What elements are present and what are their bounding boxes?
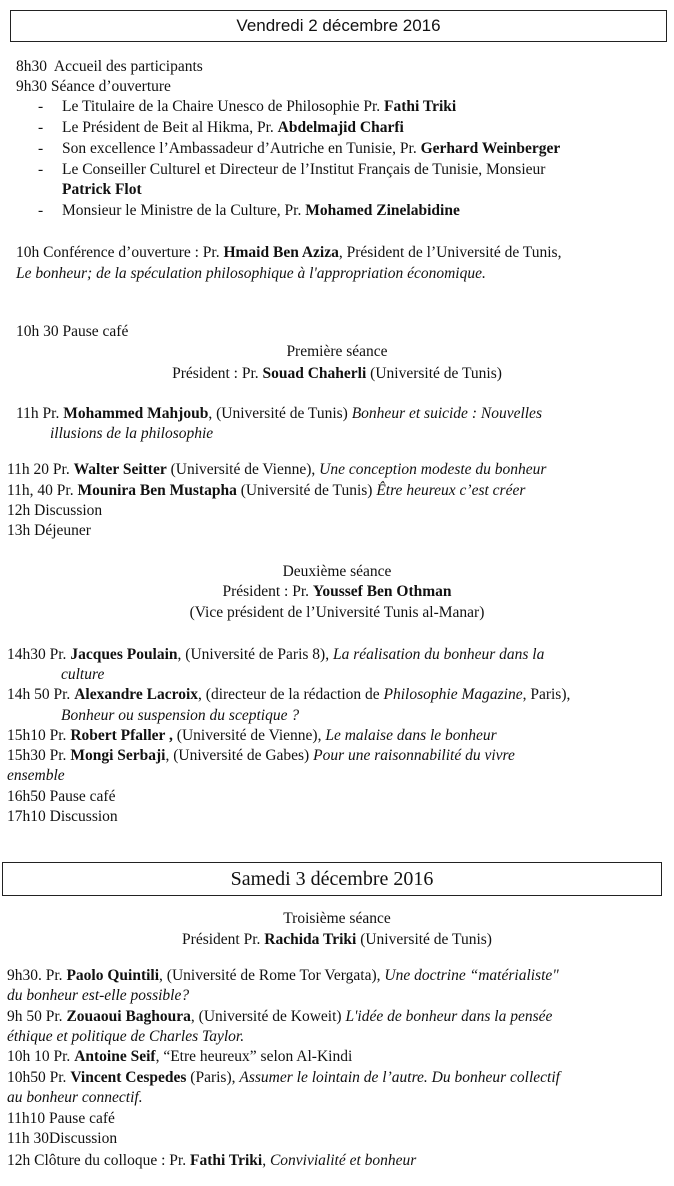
agenda-line-opening: 9h30 Séance d’ouverture [16,78,171,95]
day2-title: Samedi 3 décembre 2016 [230,867,434,890]
session-2-title: Deuxième séance [282,563,392,580]
talk-cespedes: 10h50 Pr. Vincent Cespedes (Paris), Assumer le lointain de l’autre. Du bonheur collectif [7,1069,560,1086]
session-1-title: Première séance [286,343,388,360]
talk-seif: 10h 10 Pr. Antoine Seif, “Etre heureux” selon Al-Kindi [7,1048,353,1065]
talk-pfaller: 15h10 Pr. Robert Pfaller , (Université de Vienne), Le malaise dans le bonheur [7,727,497,744]
agenda-line-pause-2: 16h50 Pause café [7,788,116,805]
agenda-line-pause-1: 10h 30 Pause café [16,323,129,340]
agenda-line-lunch: 13h Déjeuner [7,522,91,539]
talk-mahjoub: 11h Pr. Mohammed Mahjoub, (Université de Tunis) Bonheur et suicide : Nouvelles [16,405,542,422]
opening-conference-title: Le bonheur; de la spéculation philosophique à l'appropriation économique. [16,265,486,282]
talk-quintili-title-cont: du bonheur est-elle possible? [7,987,190,1004]
agenda-line-welcome: 8h30 Accueil des participants [16,58,203,75]
session-3-president: Président Pr. Rachida Triki (Université de Tunis) [182,931,492,948]
talk-serbaji-title-cont: ensemble [7,767,65,784]
talk-ben-mustapha: 11h, 40 Pr. Mounira Ben Mustapha (Université de Tunis) Être heureux c’est créer [7,482,526,499]
closing-talk: 12h Clôture du colloque : Pr. Fathi Triki, Convivialité et bonheur [7,1152,417,1169]
agenda-line-pause-3: 11h10 Pause café [7,1110,115,1127]
agenda-line-discussion-3: 11h 30Discussion [7,1130,118,1147]
talk-quintili: 9h30. Pr. Paolo Quintili, (Université de Rome Tor Vergata), Une doctrine “matérialiste" [7,967,559,984]
day1-heading-box [10,10,667,42]
talk-poulain-title-cont: culture [61,666,105,683]
day1-title: Vendredi 2 décembre 2016 [236,16,441,35]
day2-heading-box [2,862,662,896]
talk-poulain: 14h30 Pr. Jacques Poulain, (Université de Paris 8), La réalisation du bonheur dans la [7,646,545,663]
session-1-president: Président : Pr. Souad Chaherli (Université de Tunis) [172,365,502,382]
session-2-president: Président : Pr. Youssef Ben Othman [222,583,452,600]
talk-serbaji: 15h30 Pr. Mongi Serbaji, (Université de Gabes) Pour une raisonnabilité du vivre [7,747,515,764]
session-3-title: Troisième séance [283,910,391,927]
opening-speaker-4-name: Patrick Flot [62,181,142,198]
session-2-president-affiliation: (Vice président de l’Université Tunis al-Manar) [189,604,485,621]
agenda-line-discussion-1: 12h Discussion [7,502,103,519]
talk-baghoura: 9h 50 Pr. Zouaoui Baghoura, (Université de Koweit) L'idée de bonheur dans la pensée [7,1008,553,1025]
talk-lacroix: 14h 50 Pr. Alexandre Lacroix, (directeur de la rédaction de Philosophie Magazine, Paris), [7,686,571,703]
agenda-line-discussion-2: 17h10 Discussion [7,808,118,825]
talk-baghoura-title-cont: éthique et politique de Charles Taylor. [7,1028,245,1045]
opening-conference: 10h Conférence d’ouverture : Pr. Hmaid Ben Aziza, Président de l’Université de Tunis, [16,244,562,261]
talk-mahjoub-title-cont: illusions de la philosophie [50,425,214,442]
talk-seitter: 11h 20 Pr. Walter Seitter (Université de Vienne), Une conception modeste du bonheur [7,461,547,478]
talk-cespedes-title-cont: au bonheur connectif. [7,1089,143,1106]
talk-lacroix-title: Bonheur ou suspension du sceptique ? [61,707,300,724]
